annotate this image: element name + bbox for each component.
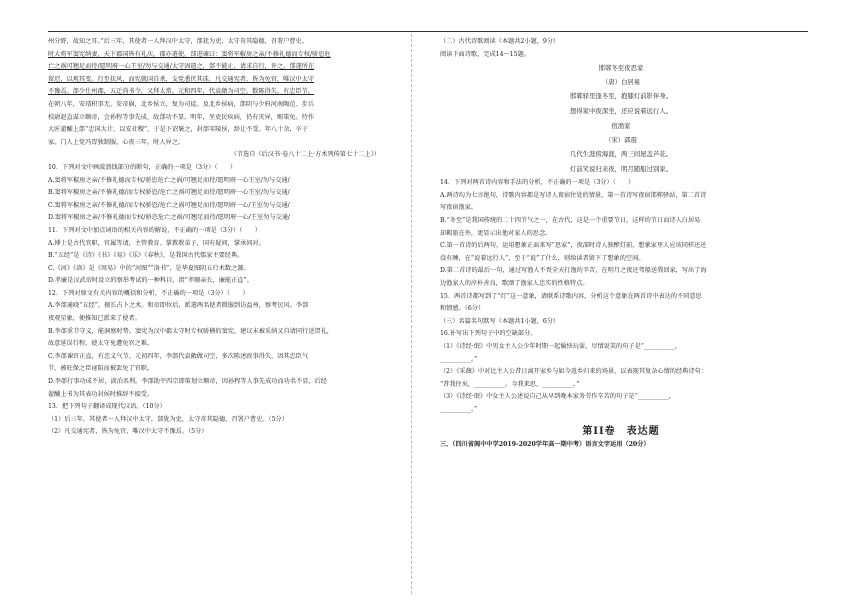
passage-line: 大匠翟酺上郃“忠国大计，以安社稷”，于是下诏褒之，封郃零陵侯，辞让不受。年八十余，卒于 [48, 126, 309, 134]
question-line: 13．把下列句子翻译成现代汉语。（10分） [48, 403, 166, 411]
question-line: （3）《诗经·氓》中女主人公述说自己从早到晚本家务劳作辛苦的句子是“__________， [440, 393, 675, 401]
question-line: B.窦将军椒房之亲/不修礼德/而专权骄恣/危亡之祸可翘足而待/愿明府一心王室/勿与交通/ [48, 189, 290, 197]
right-questions [440, 177, 802, 416]
question-line: （1）《诗经·氓》中男女主人公少年时期一起愉快玩耍，尽情说笑的句子是“__________， [440, 342, 682, 350]
question-line: （三）名篇名句默写（本题共1小题，6分） [440, 317, 560, 325]
question-line: A.两诗均为七言绝句，诗歌内容都是写诗人夜宿住处的情景，第一首诗写夜宿邯郸驿站，第二首诗 [440, 191, 707, 199]
question-line: 节，被旺保之臣诬陷而被罢免了官职。 [48, 365, 154, 373]
passage-line: 家。门人上党冯胄独制服，心丧三年，时人异之。 [48, 138, 185, 146]
question-line: “昔我往矣，__________。今我来思，__________。” [440, 380, 580, 388]
passage-line: 校尉赵直谋立顺帝，会孙程等事先成，故郃功不显。明年，坐吏民疾病，仍有灾异，赐策免。待作 [48, 113, 315, 121]
passage-line: 亡之祸可翘足而待/愿明府一心王室/勿与交通/太守固遣之，郃不能止，请求自行，许之。郃遂所在 [48, 63, 315, 71]
poem1-title: 邯郸冬至夜思家 [598, 64, 644, 73]
left-questions [48, 162, 380, 439]
poem2-line: 灯前笑说归来夜，明月随船过别家。 [569, 165, 673, 174]
question-line: D.窦将军椒房之亲/不修礼德而专权/骄恣危亡之祸/可翘足而待/愿明府一心/王室勿与交通/ [48, 214, 290, 222]
column-divider [411, 34, 412, 594]
poem2-author: （宋）郭震 [605, 136, 637, 145]
question-line: 14．下列对两首诗内容和手法的分析，不正确的一项是（3分）（ ） [440, 179, 635, 187]
section-title: 第II卷 表达题 [582, 426, 660, 438]
question-line: B.“五经”是《诗》《书》《易》《乐》《春秋》，是我国古代儒家主要经典。 [48, 252, 244, 260]
question-line: B.李郃重节守义，能洞察时势。窦宪为汉中郡太守时专权骄横的窦宪，建议未被采纳又自请同行送贺礼， [48, 327, 333, 335]
question-line: __________。” [440, 355, 478, 363]
classical-passage [48, 36, 380, 149]
question-line: C.第一首诗的后两句，运用想象正面来写“思家”，夜深时诗人独醉灯前，想象家里人应该同样还还 [440, 242, 707, 250]
passage-line: 时大将军窦宪纳妻，天下郡国皆有礼庆，郡亦遣使。郃进谏曰：窦将军椒房之亲/不修礼德而专权/骄恣危 [48, 50, 331, 58]
question-line: （2）《采薇》中对比主人公昔日离开家乡与如今返乡归来的场景，以表现其复杂心情的经典诗句： [440, 368, 707, 376]
passage-source: （节选自《后汉书·卷八十二上·方术列传第七十二上》） [230, 151, 380, 159]
question-line: 夜观星象，便推知已派来了使者。 [48, 315, 141, 323]
question-line: 和情感。（6分） [440, 305, 485, 313]
top-rule [48, 31, 808, 32]
poem-section-heading: （二）古代诗歌阅读（本题共2小题，9分） [440, 38, 560, 45]
passage-line: 在朝八年，安靖积事无。安帝崩，北乡侯立，复为司徒。及北乡侯病，郃阴与少府河南陶范、步兵 [48, 100, 315, 108]
question-line: 写夜宿渔家。 [440, 204, 478, 212]
question-line: 翟酺上书为其表功封侯时推辞不接受。 [48, 390, 154, 398]
passage-line: 不豫焉。郃少仕州郡，五迁尚书令，又拜太常。元和四年，代袁敞为司空，数陈得失，有忠臣节， [48, 88, 315, 96]
question-line: A.李郃通晓“五经”，擅长占卜之术。和帝即位后，派遣两名使者微服到访益州，察考民风。李郃 [48, 302, 309, 310]
question-line: 却羁旅在外，更显示出他对家人的思念。 [440, 229, 552, 237]
poem2-line: 几代生涯傍海涯，两三间屋盖芦花。 [569, 150, 673, 159]
section-subheading: 三、（四川省阆中中学2019-2020学年高一期中考）语言文字运用（20分） [440, 441, 650, 449]
question-line: A.博士是古代官职，官属等请，主管教育、掌教教弟子，国有疑问，掌承问对。 [48, 239, 265, 247]
question-line: 边渔家人的淳朴善良，歌颂了渔家人忠实的性格特点。 [440, 279, 589, 287]
question-line: 15．两首诗都写到了“灯”这一意象，请联系诗歌内容，分析这个意象在两首诗中表达的不同意思 [440, 292, 702, 300]
question-line: C.窦将军椒房之亲/不修礼德/而专权骄恣/危亡之祸可翘足而待/愿明府一心/王室勿与交通/ [48, 201, 290, 209]
question-line: B.“冬至”是我国传统的二十四节气之一，在古代，这是一个重要节日，这样的节日而诗人白居易 [440, 216, 701, 224]
question-line: 没有睡，在“说着远行人”，至于“说”了什么，则给读者留下了想象的空间。 [440, 254, 645, 262]
question-line: D.孝廉是汉武帝时设立的察举考试的一种科目，指“孝顺亲长，廉能正直”。 [48, 277, 253, 285]
question-line: 10．下列对文中画波浪线部分的断句，正确的一项是（3分）（ ） [48, 163, 237, 171]
passage-line: 州分野，故知之耳。”后三年，其使者一人拜汉中太守，郃犹为吏，太守奇其隐德，召署户曹史。 [48, 38, 308, 45]
poem1-line: 想得家中夜深坐，还应说着远行人。 [569, 107, 673, 116]
right-column [440, 36, 802, 452]
poem2-title: 宿渔家 [611, 122, 631, 131]
poem1-author: （唐）白居易 [601, 78, 641, 87]
question-line: （2）凡交通宪者，皆为免官，唯汉中太守不豫焉。（5分） [48, 428, 208, 436]
poem-instruction: 阅读下面诗歌，完成14～15题。 [440, 50, 530, 58]
question-line: D.第二首诗的最后一句，通过写渔人不畏全天打渔的辛苦，在明月之夜还驾船送我回家，写出了海 [440, 267, 707, 275]
question-line: C.李郃谏官正直，有忠义气节。元初四年，李郃代袁敞做司空，多次陈述政事得失，因其忠臣气 [48, 352, 309, 360]
left-column [48, 36, 380, 439]
question-line: D.李郃行事功成不居，淡泊名利。李郃助平四宗即策划立顺帝，因孙程等人事先成功而功名不显，后经 [48, 378, 327, 386]
question-line: C.《河》《洛》是《周易》中的“河图”“洛书”，是华夏图阴五行术数之源。 [48, 264, 250, 272]
question-line: __________。” [440, 405, 478, 413]
question-line: 11．下列对文中加点词语的相关内容的解说，不正确的一项是（3分）（ ） [48, 226, 261, 234]
question-line: （1）后三年，其使者一人拜汉中太守，郃犹为吏，太守奇其隐德，召署户曹史。（5分） [48, 415, 288, 423]
question-line: 16.补写出下列句子中的空缺部分。 [440, 330, 537, 338]
question-line: 12．下列对原文有关内容的概括和分析，不正确的一项是（3分）（ ） [48, 289, 249, 297]
poem1-line: 邯郸驿里逢冬至，抱膝灯前影伴身。 [569, 92, 673, 101]
question-line: 故意延误行程，使太守免遭免官之难。 [48, 340, 154, 348]
question-line: A.窦将军椒房之亲/不修礼德而专权/骄恣危亡之祸/可翘足而待/愿明府一心王室/勿与交通/ [48, 176, 290, 184]
passage-line: 留迟，以观其变。行至扶风，而宪就国自杀，支党悉伏其诛，凡交通宪者，皆为免官，唯汉中太守 [48, 75, 315, 83]
